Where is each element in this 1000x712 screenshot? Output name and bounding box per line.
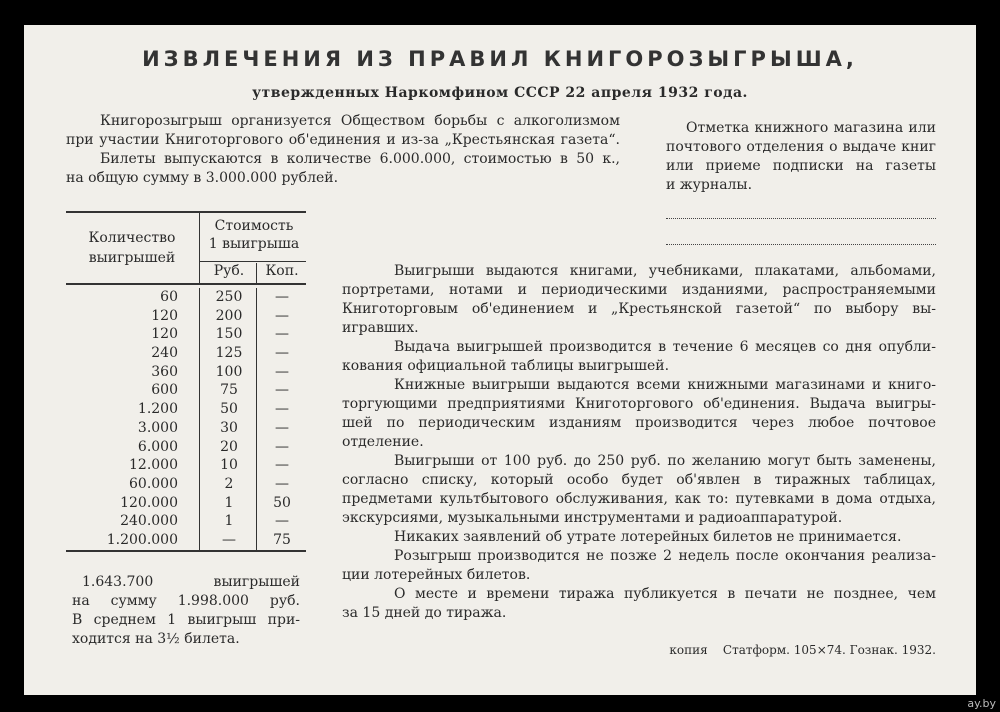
prize-rub: —: [222, 531, 236, 548]
rule-line: ции лотерейных билетов.: [342, 567, 531, 583]
rule-line: Выигрыши выдаются книгами, учебниками, плакатами, альбомами,: [394, 263, 936, 279]
rule-line: предметами культбытового обслуживания, как то: путевками в дома отдыха,: [342, 491, 936, 507]
rule-line: торгующими предприятиями Книготоргового об'единения. Выдача выигры-: [342, 396, 936, 412]
document-title: ИЗВЛЕЧЕНИЯ ИЗ ПРАВИЛ КНИГОРОЗЫГРЫША,: [142, 47, 858, 71]
rule-line: Розыгрыш производится не позже 2 недель после окончания реализа-: [394, 548, 936, 564]
prize-kop: —: [275, 513, 289, 530]
prize-kop: —: [275, 475, 289, 492]
prize-rub: 2: [224, 475, 234, 492]
table-row: [66, 531, 306, 550]
table-row: [66, 325, 306, 344]
print-footer: копия Статформ. 105×74. Гознак. 1932.: [669, 643, 936, 657]
intro-line: Книгорозыгрыш организуется Обществом борьбы с алкоголизмом: [100, 113, 620, 129]
document-subtitle: утвержденных Наркомфином СССР 22 апреля 1932 года.: [252, 85, 748, 101]
prize-count: 3.000: [137, 419, 178, 436]
prize-kop: —: [275, 326, 289, 343]
prize-count: 60.000: [129, 475, 178, 492]
stamp-line: почтового отделения о выдаче книг: [666, 139, 936, 155]
table-summary: [72, 573, 300, 649]
prize-count: 60: [160, 289, 178, 305]
intro-line: на общую сумму в 3.000.000 рублей.: [66, 170, 339, 186]
table-row: [66, 512, 306, 531]
rule-paragraph: [342, 376, 936, 452]
table-row: [66, 307, 306, 326]
prize-count: 240: [151, 345, 178, 362]
rule-line: Выдача выигрышей производится в течение 6 месяцев со дня опубли-: [394, 339, 936, 355]
rule-line: Никаких заявлений об утрате лотерейных билетов не принимается.: [394, 529, 902, 545]
prize-count: 1.200.000: [106, 531, 178, 548]
intro-line: при участии Книготоргового об'единения и из-за „Крестьянская газета“.: [66, 132, 620, 148]
prize-kop: —: [275, 363, 289, 380]
rule-line: шей по периодическим изданиям производится через любое почтовое: [342, 415, 936, 431]
rule-line: Книжные выигрыши выдаются всеми книжными магазинами и книго-: [394, 377, 936, 393]
prize-kop: 50: [273, 494, 291, 511]
rule-paragraph: [342, 262, 936, 338]
rule-paragraph: [342, 338, 936, 376]
summary-line: В среднем 1 выигрыш при-: [72, 612, 300, 628]
prize-rub: 125: [215, 345, 243, 362]
stamp-dotted-line: [666, 244, 936, 245]
header-count: Количество выигрышей: [88, 230, 176, 266]
prize-count: 360: [151, 363, 178, 380]
prize-count: 1.200: [137, 401, 178, 418]
prize-count: 6.000: [137, 438, 178, 455]
prize-count: 120: [151, 326, 178, 343]
prize-rub: 10: [220, 457, 238, 474]
rule-paragraph: [342, 585, 936, 623]
stamp-line: или приеме подписки на газеты: [666, 158, 936, 174]
prize-kop: —: [275, 345, 289, 362]
rule-paragraph: [342, 528, 936, 547]
prize-count: 120: [151, 307, 178, 324]
rule-paragraph: [342, 452, 936, 528]
rule-line: кования официальной таблицы выигрышей.: [342, 358, 670, 374]
prize-count: 240.000: [120, 513, 178, 530]
prize-kop: —: [275, 401, 289, 418]
summary-line: на сумму 1.998.000 руб.: [72, 593, 300, 609]
prize-kop: —: [275, 289, 289, 305]
rule-line: портретами, нотами и периодическими изданиями, распространяемыми: [342, 282, 936, 298]
prize-rub: 150: [215, 326, 243, 343]
table-row: [66, 288, 306, 307]
prize-rub: 100: [215, 363, 243, 380]
stamp-dotted-line: [666, 218, 936, 219]
prize-rub: 30: [220, 419, 238, 436]
prize-count: 12.000: [129, 457, 178, 474]
header-rub: Руб.: [213, 263, 245, 279]
stamp-line: и журналы.: [666, 177, 753, 193]
rule-line: О месте и времени тиража публикуется в печати не позднее, чем: [394, 586, 936, 602]
table-row: [66, 344, 306, 363]
header-kop: Коп.: [265, 263, 299, 279]
prize-kop: 75: [273, 531, 291, 548]
rule-line: Выигрыши от 100 руб. до 250 руб. по желанию могут быть заменены,: [394, 453, 936, 469]
summary-line: ходится на 3½ билета.: [72, 631, 240, 647]
rule-line: игравших.: [342, 320, 419, 336]
table-row: [66, 438, 306, 457]
table-row: [66, 400, 306, 419]
rule-line: Книготорговым об'единением и „Крестьянской газетой“ по выбору вы-: [342, 301, 936, 317]
rule-line: согласно списку, который особо будет об'явлен в тиражных таблицах,: [342, 472, 936, 488]
table-row: [66, 475, 306, 494]
prize-kop: —: [275, 419, 289, 436]
rule-line: экскурсиями, музыкальными инструментами и радиоаппаратурой.: [342, 510, 843, 526]
prize-rub: 1: [224, 494, 234, 511]
prize-table: [66, 211, 306, 552]
rules-text: [342, 262, 936, 623]
prize-kop: —: [275, 307, 289, 324]
header-cost: Стоимость 1 выигрыша: [208, 218, 300, 252]
watermark: ay.by: [967, 697, 996, 710]
prize-rub: 200: [215, 307, 243, 324]
prize-rub: 250: [215, 289, 243, 305]
table-body: [66, 288, 306, 552]
rule-paragraph: [342, 547, 936, 585]
prize-count: 120.000: [120, 494, 178, 511]
intro-line: Билеты выпускаются в количестве 6.000.000, стоимостью в 50 к.,: [100, 151, 620, 167]
table-row: [66, 419, 306, 438]
table-row: [66, 381, 306, 400]
prize-rub: 20: [220, 438, 238, 455]
table-row: [66, 456, 306, 475]
stamp-line: Отметка книжного магазина или: [686, 120, 936, 136]
prize-kop: —: [275, 457, 289, 474]
rule-line: за 15 дней до тиража.: [342, 605, 507, 621]
prize-kop: —: [275, 382, 289, 399]
stamp-box: [666, 119, 936, 195]
prize-rub: 75: [220, 382, 238, 399]
table-row: [66, 494, 306, 513]
intro-paragraph: [66, 112, 620, 188]
prize-rub: 50: [220, 401, 238, 418]
table-header: [66, 211, 306, 285]
document-sheet: [24, 25, 976, 695]
table-row: [66, 363, 306, 382]
prize-kop: —: [275, 438, 289, 455]
prize-count: 600: [151, 382, 178, 399]
rule-line: отделение.: [342, 434, 424, 450]
prize-rub: 1: [224, 513, 234, 530]
summary-line: 1.643.700 выигрышей: [82, 574, 300, 590]
